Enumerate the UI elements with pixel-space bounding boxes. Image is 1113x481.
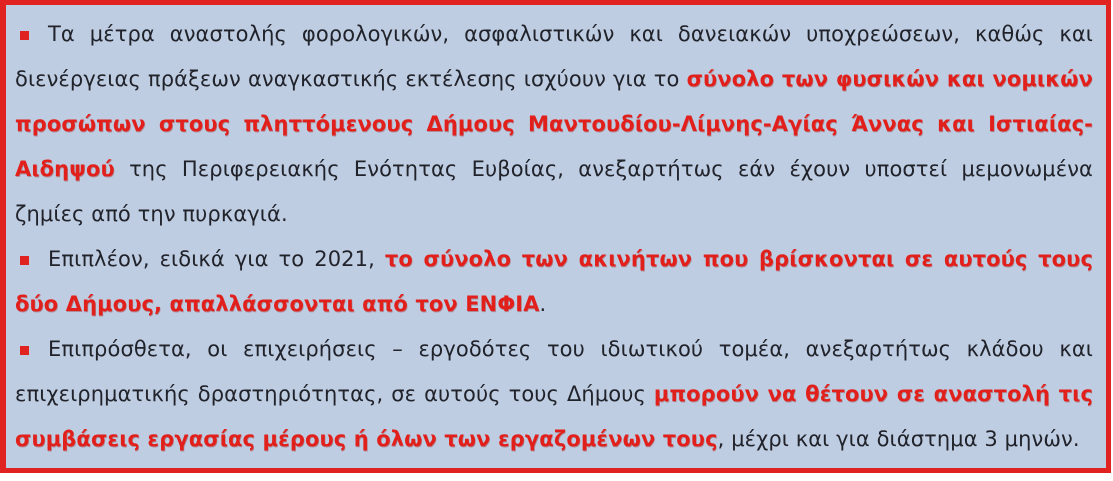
text-segment: Επιπλέον, ειδικά για το 2021, bbox=[48, 247, 385, 271]
highlighted-text-segment: σύνολο των φυσικών και νομικών προσώπων στους πληττόμενους Δήμους Μαντουδίου-Λίμνης-Αγίας Άννας και Ιστιαίας-Αιδηψού bbox=[15, 67, 1093, 181]
text-segment: , μέχρι και για διάστημα 3 μηνών. bbox=[717, 427, 1080, 451]
bullet-paragraph bbox=[15, 237, 1093, 327]
text-segment: της Περιφερειακής Ενότητας Ευβοίας, ανεξαρτήτως εάν έχουν υποστεί μεμονωμένα ζημίες από την πυρκαγιά. bbox=[15, 157, 1093, 226]
highlighted-text-segment: μπορούν να θέτουν σε αναστολή τις συμβάσεις εργασίας μέρους ή όλων των εργαζομένων τους bbox=[15, 382, 1093, 451]
paragraphs-container bbox=[15, 12, 1093, 462]
bullet-square-icon bbox=[20, 346, 29, 355]
bullet-square-icon bbox=[20, 256, 29, 265]
text-segment: Τα μέτρα αναστολής φορολογικών, ασφαλιστικών και δανειακών υποχρεώσεων, καθώς και διενέργειας πράξεων αναγκαστικής εκτέλεσης ισχύουν για το bbox=[15, 22, 1093, 91]
bullet-square-icon bbox=[20, 31, 29, 40]
text-segment: Επιπρόσθετα, οι επιχειρήσεις – εργοδότες του ιδιωτικού τομέα, ανεξαρτήτως κλάδου και επιχειρηματικής δραστηριότητας, σε αυτούς τους Δήμους bbox=[15, 337, 1093, 406]
bullet-paragraph bbox=[15, 12, 1093, 237]
bullet-paragraph bbox=[15, 327, 1093, 462]
text-segment: . bbox=[539, 292, 547, 316]
highlighted-text-segment: το σύνολο των ακινήτων που βρίσκονται σε αυτούς τους δύο Δήμους, απαλλάσσονται από τον ΕΝΦΙΑ bbox=[15, 247, 1093, 316]
